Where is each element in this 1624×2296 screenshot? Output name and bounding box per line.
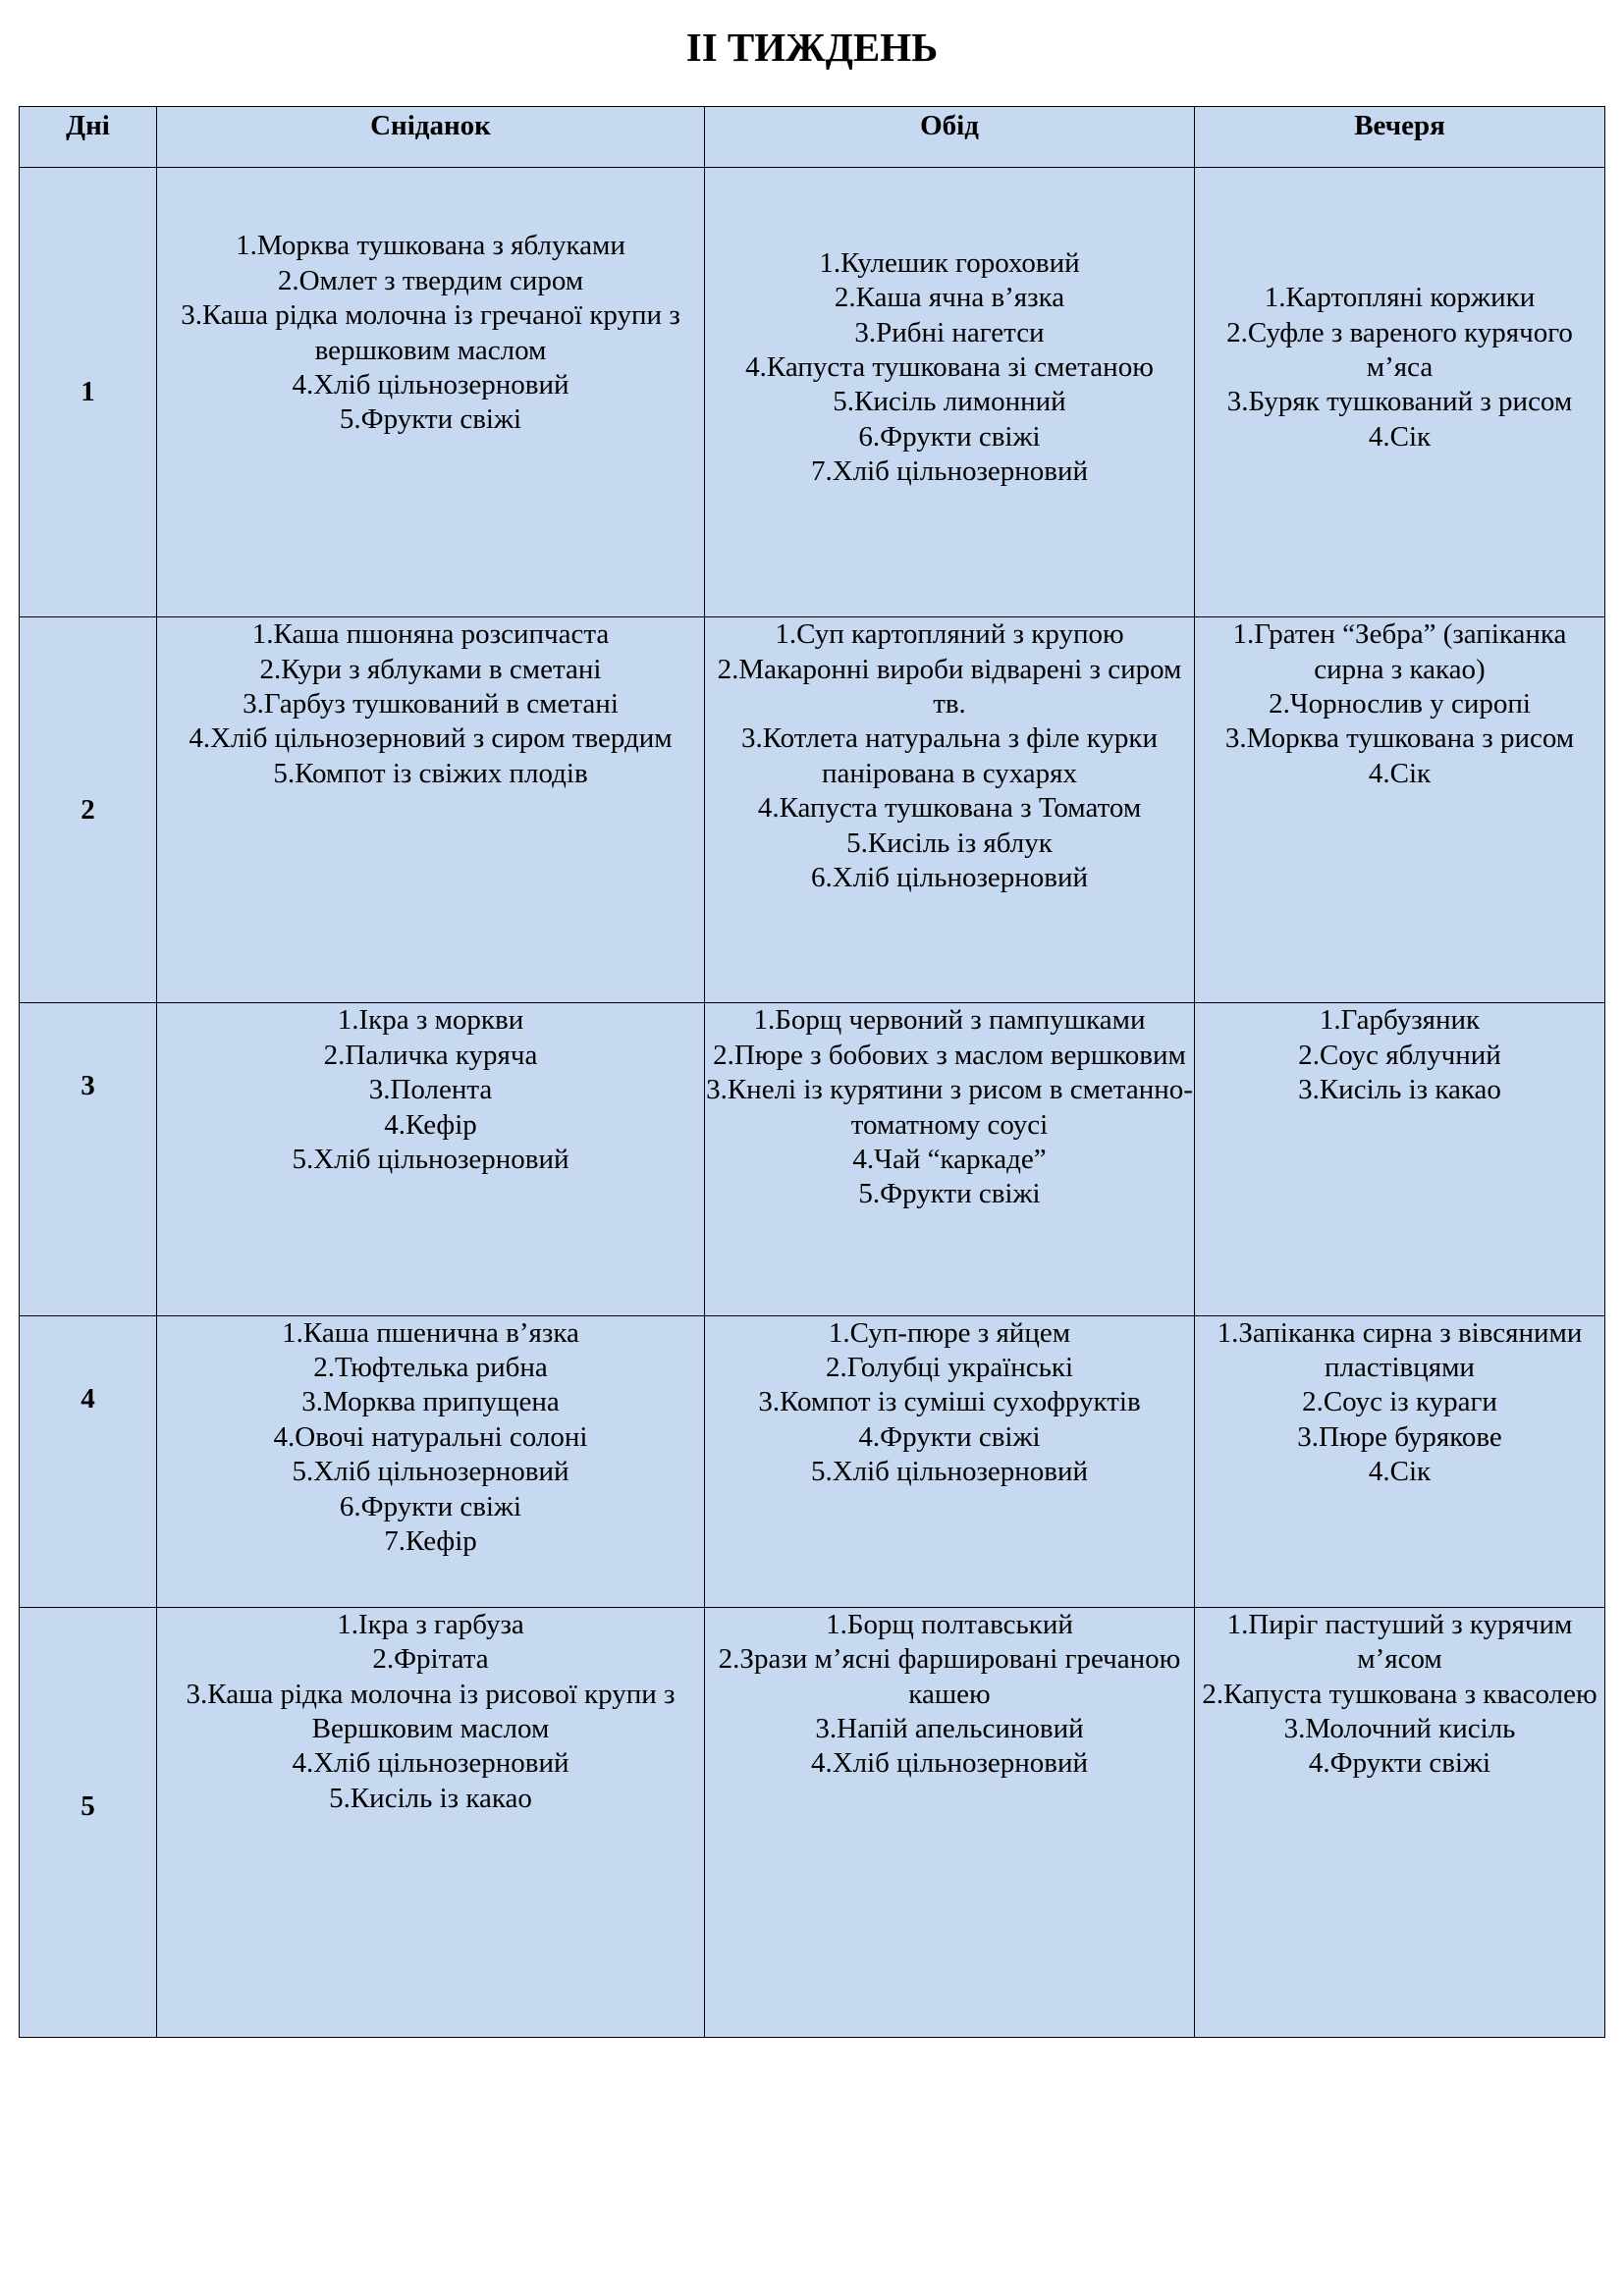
menu-item: 1.Картопляні коржики (1264, 282, 1536, 314)
menu-item: 5.Хліб цільнозерновий (810, 1456, 1089, 1488)
menu-item: 4.Фрукти свіжі (1308, 1747, 1491, 1780)
menu-item: 1.Гратен “Зебра” (запіканка сирна з какао) (1232, 618, 1567, 685)
menu-item: 1.Морква тушкована з яблуками (236, 230, 625, 262)
breakfast-cell (157, 617, 705, 1003)
menu-item: 5.Хліб цільнозерновий (292, 1144, 569, 1176)
menu-item: 1.Каша пшоняна розсипчаста (251, 618, 610, 651)
lunch-cell (705, 1315, 1195, 1607)
header-lunch: Обід (705, 107, 1195, 168)
menu-item: 4.Хліб цільнозерновий (292, 1747, 569, 1780)
menu-item: 3.Котлета натуральна з філе курки панірована в сухарях (740, 722, 1159, 789)
lunch-cell (705, 1607, 1195, 2037)
menu-item: 4.Фрукти свіжі (858, 1420, 1041, 1453)
menu-item: 5.Кисіль із яблук (846, 827, 1053, 859)
header-breakfast: Сніданок (157, 107, 705, 168)
table-row (20, 1003, 1605, 1315)
menu-item: 1.Кулешик гороховий (819, 246, 1080, 279)
menu-item: 5.Фрукти свіжі (339, 403, 522, 436)
menu-item: 1.Запіканка сирна з вівсяними пластівцями (1217, 1316, 1583, 1383)
dinner-cell (1195, 1607, 1605, 2037)
menu-item: 1.Суп-пюре з яйцем (828, 1316, 1071, 1349)
menu-item: 3.Кнелі із курятини з рисом в сметанно-томатному соусі (706, 1074, 1193, 1141)
menu-item: 6.Фрукти свіжі (858, 420, 1041, 453)
menu-item: 6.Хліб цільнозерновий (810, 862, 1089, 894)
menu-item: 2.Паличка куряча (323, 1039, 538, 1071)
menu-item: 3.Напій апельсиновий (815, 1712, 1084, 1744)
menu-item: 4.Хліб цільнозерновий (292, 369, 569, 401)
lunch-cell (705, 617, 1195, 1003)
breakfast-cell (157, 1607, 705, 2037)
menu-item: 2.Соус яблучний (1298, 1039, 1501, 1071)
menu-item: 2.Голубці українські (825, 1352, 1074, 1383)
menu-item: 4.Сік (1368, 1456, 1432, 1488)
day-number: 2 (20, 617, 157, 1003)
menu-item: 3.Пюре бурякове (1297, 1420, 1502, 1453)
menu-item: 3.Морква припущена (301, 1386, 560, 1418)
weekly-menu-table (19, 106, 1605, 2038)
menu-item: 7.Хліб цільнозерновий (810, 455, 1089, 488)
header-day: Дні (20, 107, 157, 168)
menu-item: 3.Морква тушкована з рисом (1224, 722, 1575, 755)
day-number: 1 (20, 168, 157, 617)
menu-item: 3.Каша рідка молочна із гречаної крупи з вершковим маслом (181, 299, 680, 366)
breakfast-cell (157, 168, 705, 617)
menu-item: 4.Сік (1368, 420, 1432, 453)
menu-item: 2.Фрітата (372, 1643, 489, 1676)
page-title: ІІ ТИЖДЕНЬ (685, 25, 939, 70)
day-number: 5 (20, 1607, 157, 2037)
menu-item: 6.Фрукти свіжі (339, 1490, 522, 1522)
table-row (20, 168, 1605, 617)
menu-item: 4.Хліб цільнозерновий з сиром твердим (189, 722, 673, 755)
menu-item: 1.Ікра з гарбуза (337, 1608, 524, 1640)
dinner-cell (1195, 1003, 1605, 1315)
menu-item: 2.Зрази м’ясні фаршировані гречаною кашею (718, 1643, 1181, 1710)
menu-item: 3.Рибні нагетси (854, 316, 1045, 348)
header-row (20, 107, 1605, 168)
menu-item: 5.Кисіль із какао (329, 1782, 532, 1814)
menu-item: 3.Гарбуз тушкований в сметані (243, 688, 619, 721)
menu-item: 1.Борщ полтавський (826, 1608, 1073, 1640)
menu-item: 3.Полента (368, 1074, 493, 1106)
menu-item: 1.Пиріг пастуший з курячим м’ясом (1226, 1608, 1573, 1676)
menu-item: 2.Тюфтелька рибна (313, 1352, 548, 1383)
dinner-cell (1195, 617, 1605, 1003)
lunch-cell (705, 1003, 1195, 1315)
menu-item: 4.Чай “каркаде” (852, 1144, 1047, 1176)
menu-item: 4.Сік (1368, 757, 1432, 789)
menu-item: 1.Гарбузяник (1319, 1004, 1481, 1037)
menu-item: 4.Кефір (384, 1108, 477, 1141)
menu-item: 5.Компот із свіжих плодів (273, 757, 588, 789)
menu-item: 2.Кури з яблуками в сметані (259, 653, 602, 685)
menu-item: 4.Овочі натуральні солоні (273, 1420, 588, 1453)
menu-item: 4.Хліб цільнозерновий (810, 1747, 1089, 1780)
menu-item: 1.Каша пшенична в’язка (282, 1316, 579, 1349)
menu-item: 3.Каша рідка молочна із рисової крупи з Вершковим маслом (186, 1678, 676, 1744)
menu-item: 3.Буряк тушкований з рисом (1226, 386, 1573, 418)
menu-item: 4.Капуста тушкована зі сметаною (745, 350, 1154, 383)
day-number: 4 (20, 1315, 157, 1607)
table-row (20, 1315, 1605, 1607)
menu-item: 1.Суп картопляний з крупою (775, 618, 1124, 651)
table-row (20, 1607, 1605, 2037)
menu-item: 2.Чорнослив у сиропі (1269, 688, 1531, 721)
menu-item: 5.Фрукти свіжі (858, 1178, 1041, 1210)
menu-item: 3.Молочний кисіль (1283, 1712, 1516, 1744)
menu-item: 1.Борщ червоний з пампушками (753, 1004, 1146, 1037)
menu-item: 2.Суфле з вареного курячого м’яса (1226, 316, 1573, 383)
menu-item: 2.Каша ячна в’язка (834, 282, 1065, 314)
day-number: 3 (20, 1003, 157, 1315)
breakfast-cell (157, 1315, 705, 1607)
menu-item: 3.Компот із суміші сухофруктів (758, 1386, 1141, 1418)
header-dinner: Вечеря (1195, 107, 1605, 168)
menu-item: 2.Капуста тушкована з квасолею (1202, 1678, 1597, 1710)
menu-item: 2.Пюре з бобових з маслом вершковим (713, 1039, 1186, 1071)
table-row (20, 617, 1605, 1003)
menu-item: 2.Макаронні вироби відварені з сиром тв. (717, 653, 1182, 721)
dinner-cell (1195, 1315, 1605, 1607)
menu-item: 7.Кефір (384, 1525, 477, 1558)
dinner-cell (1195, 168, 1605, 617)
menu-item: 2.Омлет з твердим сиром (277, 264, 584, 296)
menu-item: 5.Кисіль лимонний (833, 386, 1066, 418)
menu-item: 2.Соус із кураги (1302, 1386, 1497, 1418)
lunch-cell (705, 168, 1195, 617)
breakfast-cell (157, 1003, 705, 1315)
menu-item: 5.Хліб цільнозерновий (292, 1456, 569, 1488)
menu-item: 4.Капуста тушкована з Томатом (757, 792, 1142, 825)
menu-item: 3.Кисіль із какао (1298, 1074, 1501, 1106)
menu-item: 1.Ікра з моркви (337, 1004, 524, 1037)
